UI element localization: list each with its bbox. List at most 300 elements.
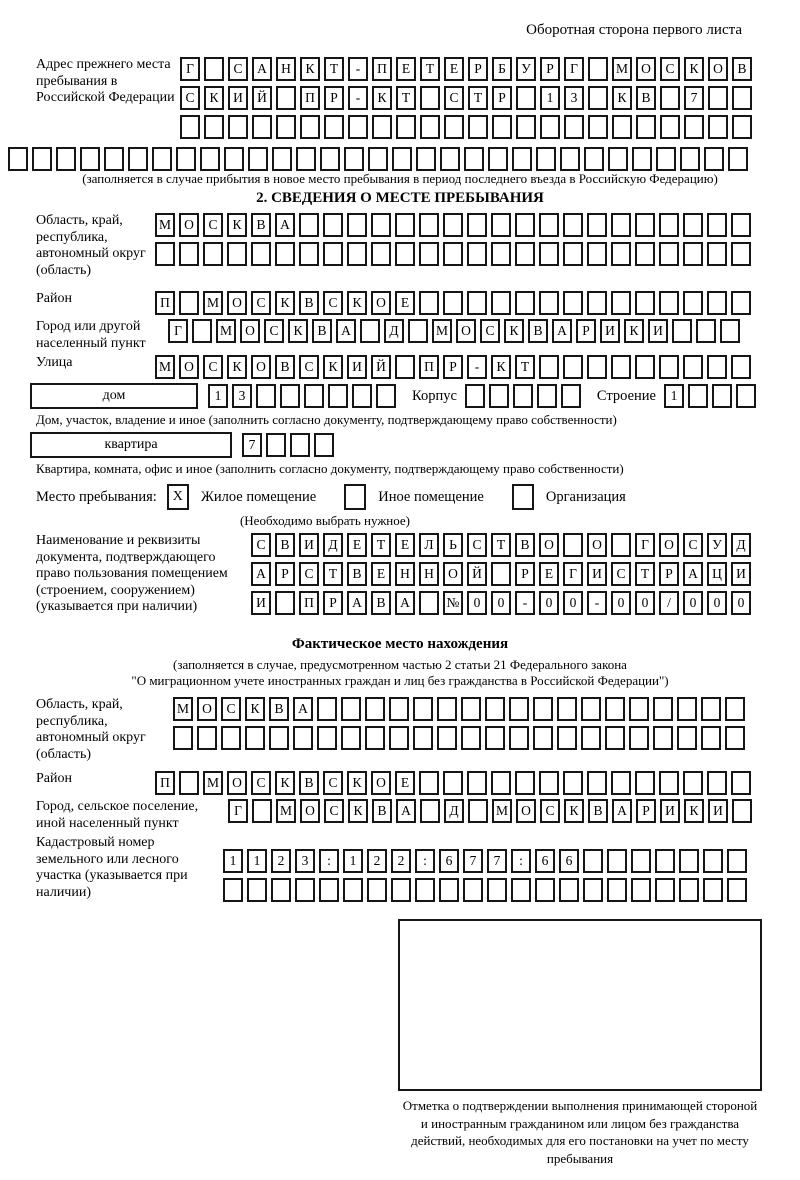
char-cell[interactable]: О [636,57,656,81]
char-cell[interactable] [252,115,272,139]
char-cell[interactable] [296,147,316,171]
char-cell[interactable]: В [371,591,391,615]
char-cell[interactable] [467,771,487,795]
char-cell[interactable]: А [251,562,271,586]
char-cell[interactable]: К [227,213,247,237]
char-cell[interactable]: В [636,86,656,110]
char-cell[interactable]: : [319,849,339,873]
char-cell[interactable]: С [324,799,344,823]
char-cell[interactable] [420,799,440,823]
char-cell[interactable] [587,771,607,795]
char-cell[interactable] [443,771,463,795]
char-cell[interactable] [587,291,607,315]
char-cell[interactable]: А [396,799,416,823]
char-cell[interactable]: 7 [242,433,262,457]
char-cell[interactable] [535,878,555,902]
char-cell[interactable] [515,291,535,315]
char-cell[interactable] [608,147,628,171]
char-cell[interactable] [437,726,457,750]
char-cell[interactable] [587,355,607,379]
char-cell[interactable] [272,147,292,171]
char-cell[interactable] [290,433,310,457]
char-cell[interactable]: И [299,533,319,557]
char-cell[interactable]: И [347,355,367,379]
char-cell[interactable] [509,697,529,721]
char-cell[interactable]: 6 [559,849,579,873]
char-cell[interactable] [396,115,416,139]
char-cell[interactable]: П [155,771,175,795]
char-cell[interactable] [653,726,673,750]
char-cell[interactable]: Д [444,799,464,823]
char-cell[interactable]: - [348,86,368,110]
char-cell[interactable] [653,697,673,721]
char-cell[interactable]: Ц [707,562,727,586]
char-cell[interactable] [461,726,481,750]
char-cell[interactable] [731,213,751,237]
char-cell[interactable] [251,242,271,266]
char-cell[interactable]: В [372,799,392,823]
char-cell[interactable]: О [659,533,679,557]
char-cell[interactable] [420,115,440,139]
char-cell[interactable]: 0 [563,591,583,615]
apartment-type-box[interactable]: квартира [30,432,232,458]
char-cell[interactable] [533,726,553,750]
char-cell[interactable] [607,878,627,902]
char-cell[interactable]: 3 [295,849,315,873]
char-cell[interactable]: 1 [223,849,243,873]
char-cell[interactable]: 1 [343,849,363,873]
char-cell[interactable] [487,878,507,902]
char-cell[interactable] [561,384,581,408]
char-cell[interactable]: Д [731,533,751,557]
char-cell[interactable]: С [180,86,200,110]
char-cell[interactable] [516,115,536,139]
char-cell[interactable] [392,147,412,171]
char-cell[interactable] [539,355,559,379]
char-cell[interactable]: 0 [731,591,751,615]
char-cell[interactable] [587,213,607,237]
char-cell[interactable]: Е [395,291,415,315]
char-cell[interactable]: Н [395,562,415,586]
char-cell[interactable]: 1 [664,384,684,408]
char-cell[interactable] [677,697,697,721]
char-cell[interactable]: С [444,86,464,110]
char-cell[interactable] [672,319,692,343]
char-cell[interactable]: К [564,799,584,823]
char-cell[interactable] [557,726,577,750]
char-cell[interactable] [461,697,481,721]
char-cell[interactable] [371,213,391,237]
char-cell[interactable] [683,771,703,795]
char-cell[interactable]: К [300,57,320,81]
char-cell[interactable] [443,242,463,266]
char-cell[interactable] [304,384,324,408]
char-cell[interactable]: С [251,291,271,315]
char-cell[interactable]: В [251,213,271,237]
char-cell[interactable] [720,319,740,343]
char-cell[interactable]: Б [492,57,512,81]
char-cell[interactable]: Р [515,562,535,586]
char-cell[interactable] [611,355,631,379]
char-cell[interactable]: К [347,291,367,315]
char-cell[interactable]: С [203,355,223,379]
char-cell[interactable] [588,115,608,139]
char-cell[interactable]: Н [276,57,296,81]
char-cell[interactable]: Е [347,533,367,557]
char-cell[interactable] [179,771,199,795]
char-cell[interactable]: М [276,799,296,823]
char-cell[interactable] [727,878,747,902]
char-cell[interactable] [440,147,460,171]
char-cell[interactable]: К [245,697,265,721]
char-cell[interactable] [467,291,487,315]
char-cell[interactable] [684,115,704,139]
char-cell[interactable]: В [299,771,319,795]
char-cell[interactable] [320,147,340,171]
char-cell[interactable] [485,697,505,721]
char-cell[interactable]: С [540,799,560,823]
char-cell[interactable]: О [227,771,247,795]
char-cell[interactable] [348,115,368,139]
char-cell[interactable] [467,213,487,237]
char-cell[interactable] [707,355,727,379]
char-cell[interactable] [611,291,631,315]
char-cell[interactable] [299,213,319,237]
char-cell[interactable] [443,213,463,237]
char-cell[interactable] [588,57,608,81]
char-cell[interactable]: М [173,697,193,721]
char-cell[interactable]: М [492,799,512,823]
char-cell[interactable] [395,213,415,237]
char-cell[interactable] [276,115,296,139]
char-cell[interactable] [463,878,483,902]
char-cell[interactable] [680,147,700,171]
char-cell[interactable] [677,726,697,750]
char-cell[interactable] [512,147,532,171]
char-cell[interactable]: С [251,533,271,557]
char-cell[interactable] [635,771,655,795]
char-cell[interactable] [344,147,364,171]
char-cell[interactable] [391,878,411,902]
char-cell[interactable]: В [269,697,289,721]
char-cell[interactable]: - [587,591,607,615]
char-cell[interactable]: Й [252,86,272,110]
char-cell[interactable] [607,849,627,873]
char-cell[interactable]: И [228,86,248,110]
char-cell[interactable]: А [612,799,632,823]
char-cell[interactable] [343,878,363,902]
char-cell[interactable]: К [347,771,367,795]
char-cell[interactable]: О [197,697,217,721]
char-cell[interactable]: О [179,213,199,237]
char-cell[interactable]: 0 [539,591,559,615]
char-cell[interactable]: С [660,57,680,81]
char-cell[interactable]: И [600,319,620,343]
char-cell[interactable] [563,533,583,557]
char-cell[interactable] [319,878,339,902]
char-cell[interactable]: Й [371,355,391,379]
char-cell[interactable] [656,147,676,171]
char-cell[interactable] [631,878,651,902]
char-cell[interactable] [635,355,655,379]
char-cell[interactable]: Г [564,57,584,81]
char-cell[interactable]: К [624,319,644,343]
char-cell[interactable] [489,384,509,408]
char-cell[interactable]: Т [635,562,655,586]
char-cell[interactable] [128,147,148,171]
char-cell[interactable] [696,319,716,343]
char-cell[interactable] [203,242,223,266]
char-cell[interactable] [564,115,584,139]
char-cell[interactable] [341,697,361,721]
char-cell[interactable]: К [684,57,704,81]
char-cell[interactable]: 2 [367,849,387,873]
char-cell[interactable]: М [612,57,632,81]
char-cell[interactable]: 1 [247,849,267,873]
char-cell[interactable] [660,86,680,110]
char-cell[interactable]: С [299,562,319,586]
char-cell[interactable] [179,291,199,315]
char-cell[interactable] [732,799,752,823]
char-cell[interactable] [419,213,439,237]
char-cell[interactable] [492,115,512,139]
char-cell[interactable] [731,355,751,379]
char-cell[interactable] [439,878,459,902]
char-cell[interactable] [180,115,200,139]
char-cell[interactable]: 6 [439,849,459,873]
char-cell[interactable] [444,115,464,139]
char-cell[interactable]: В [588,799,608,823]
char-cell[interactable]: С [467,533,487,557]
char-cell[interactable]: О [516,799,536,823]
char-cell[interactable] [192,319,212,343]
char-cell[interactable]: / [659,591,679,615]
char-cell[interactable] [563,213,583,237]
char-cell[interactable] [659,213,679,237]
char-cell[interactable]: М [155,355,175,379]
char-cell[interactable] [360,319,380,343]
char-cell[interactable] [328,384,348,408]
char-cell[interactable] [419,291,439,315]
char-cell[interactable]: В [275,533,295,557]
char-cell[interactable] [204,57,224,81]
char-cell[interactable]: К [348,799,368,823]
char-cell[interactable]: 0 [467,591,487,615]
char-cell[interactable] [725,697,745,721]
char-cell[interactable]: П [155,291,175,315]
char-cell[interactable]: 2 [271,849,291,873]
char-cell[interactable] [581,697,601,721]
char-cell[interactable]: А [395,591,415,615]
char-cell[interactable] [707,291,727,315]
char-cell[interactable]: У [516,57,536,81]
char-cell[interactable] [629,697,649,721]
char-cell[interactable] [707,213,727,237]
char-cell[interactable] [347,242,367,266]
char-cell[interactable]: 0 [683,591,703,615]
char-cell[interactable] [276,86,296,110]
char-cell[interactable] [389,726,409,750]
char-cell[interactable]: Р [492,86,512,110]
char-cell[interactable]: В [299,291,319,315]
char-cell[interactable] [491,291,511,315]
char-cell[interactable]: С [683,533,703,557]
char-cell[interactable]: О [371,771,391,795]
char-cell[interactable] [563,242,583,266]
char-cell[interactable] [557,697,577,721]
char-cell[interactable]: 3 [564,86,584,110]
char-cell[interactable]: К [491,355,511,379]
char-cell[interactable] [176,147,196,171]
char-cell[interactable]: № [443,591,463,615]
char-cell[interactable] [367,878,387,902]
char-cell[interactable]: : [511,849,531,873]
char-cell[interactable] [712,384,732,408]
char-cell[interactable] [224,147,244,171]
char-cell[interactable]: 7 [684,86,704,110]
char-cell[interactable]: И [731,562,751,586]
char-cell[interactable]: О [371,291,391,315]
char-cell[interactable]: О [456,319,476,343]
char-cell[interactable] [659,771,679,795]
char-cell[interactable]: Е [539,562,559,586]
char-cell[interactable] [376,384,396,408]
char-cell[interactable]: Е [444,57,464,81]
char-cell[interactable]: О [240,319,260,343]
char-cell[interactable]: А [275,213,295,237]
char-cell[interactable] [707,242,727,266]
char-cell[interactable] [683,242,703,266]
char-cell[interactable] [659,355,679,379]
char-cell[interactable] [413,697,433,721]
char-cell[interactable]: Д [323,533,343,557]
char-cell[interactable] [204,115,224,139]
char-cell[interactable] [560,147,580,171]
char-cell[interactable]: И [708,799,728,823]
char-cell[interactable] [636,115,656,139]
char-cell[interactable] [415,878,435,902]
char-cell[interactable]: О [179,355,199,379]
char-cell[interactable] [539,213,559,237]
char-cell[interactable]: Р [576,319,596,343]
char-cell[interactable]: О [708,57,728,81]
char-cell[interactable]: Е [396,57,416,81]
char-cell[interactable]: К [275,771,295,795]
char-cell[interactable]: Г [635,533,655,557]
char-cell[interactable]: Й [467,562,487,586]
char-cell[interactable] [485,726,505,750]
char-cell[interactable] [323,242,343,266]
char-cell[interactable] [467,242,487,266]
char-cell[interactable]: 6 [535,849,555,873]
char-cell[interactable]: С [480,319,500,343]
char-cell[interactable] [533,697,553,721]
char-cell[interactable]: С [323,771,343,795]
char-cell[interactable]: М [155,213,175,237]
char-cell[interactable]: Т [396,86,416,110]
char-cell[interactable] [352,384,372,408]
char-cell[interactable] [227,242,247,266]
char-cell[interactable] [688,384,708,408]
char-cell[interactable] [419,771,439,795]
char-cell[interactable]: К [227,355,247,379]
char-cell[interactable] [323,213,343,237]
char-cell[interactable] [611,242,631,266]
char-cell[interactable]: Г [563,562,583,586]
char-cell[interactable] [228,115,248,139]
char-cell[interactable] [299,242,319,266]
char-cell[interactable] [437,697,457,721]
char-cell[interactable] [395,242,415,266]
char-cell[interactable] [443,291,463,315]
char-cell[interactable] [173,726,193,750]
char-cell[interactable] [683,291,703,315]
char-cell[interactable]: Р [636,799,656,823]
char-cell[interactable] [659,242,679,266]
char-cell[interactable] [703,849,723,873]
char-cell[interactable] [252,799,272,823]
char-cell[interactable] [707,771,727,795]
char-cell[interactable] [491,771,511,795]
char-cell[interactable] [708,86,728,110]
char-cell[interactable] [275,591,295,615]
char-cell[interactable] [247,878,267,902]
char-cell[interactable]: О [251,355,271,379]
char-cell[interactable] [612,115,632,139]
char-cell[interactable]: Е [395,771,415,795]
char-cell[interactable] [419,591,439,615]
char-cell[interactable]: - [348,57,368,81]
char-cell[interactable]: А [252,57,272,81]
char-cell[interactable] [295,878,315,902]
char-cell[interactable] [559,878,579,902]
char-cell[interactable] [491,562,511,586]
char-cell[interactable] [683,355,703,379]
char-cell[interactable] [731,291,751,315]
char-cell[interactable]: 0 [707,591,727,615]
char-cell[interactable]: П [372,57,392,81]
char-cell[interactable]: - [515,591,535,615]
char-cell[interactable]: О [300,799,320,823]
char-cell[interactable]: Г [168,319,188,343]
char-cell[interactable] [314,433,334,457]
char-cell[interactable]: Т [468,86,488,110]
char-cell[interactable] [731,242,751,266]
char-cell[interactable] [324,115,344,139]
char-cell[interactable] [200,147,220,171]
char-cell[interactable] [464,147,484,171]
char-cell[interactable] [266,433,286,457]
char-cell[interactable] [389,697,409,721]
char-cell[interactable]: В [528,319,548,343]
char-cell[interactable] [80,147,100,171]
char-cell[interactable]: М [203,291,223,315]
char-cell[interactable] [256,384,276,408]
char-cell[interactable]: У [707,533,727,557]
char-cell[interactable] [732,86,752,110]
char-cell[interactable] [341,726,361,750]
char-cell[interactable] [223,878,243,902]
char-cell[interactable] [679,849,699,873]
char-cell[interactable]: Е [395,533,415,557]
char-cell[interactable] [32,147,52,171]
char-cell[interactable] [563,355,583,379]
char-cell[interactable]: С [251,771,271,795]
char-cell[interactable]: А [347,591,367,615]
char-cell[interactable]: 7 [487,849,507,873]
char-cell[interactable] [679,878,699,902]
char-cell[interactable] [197,726,217,750]
